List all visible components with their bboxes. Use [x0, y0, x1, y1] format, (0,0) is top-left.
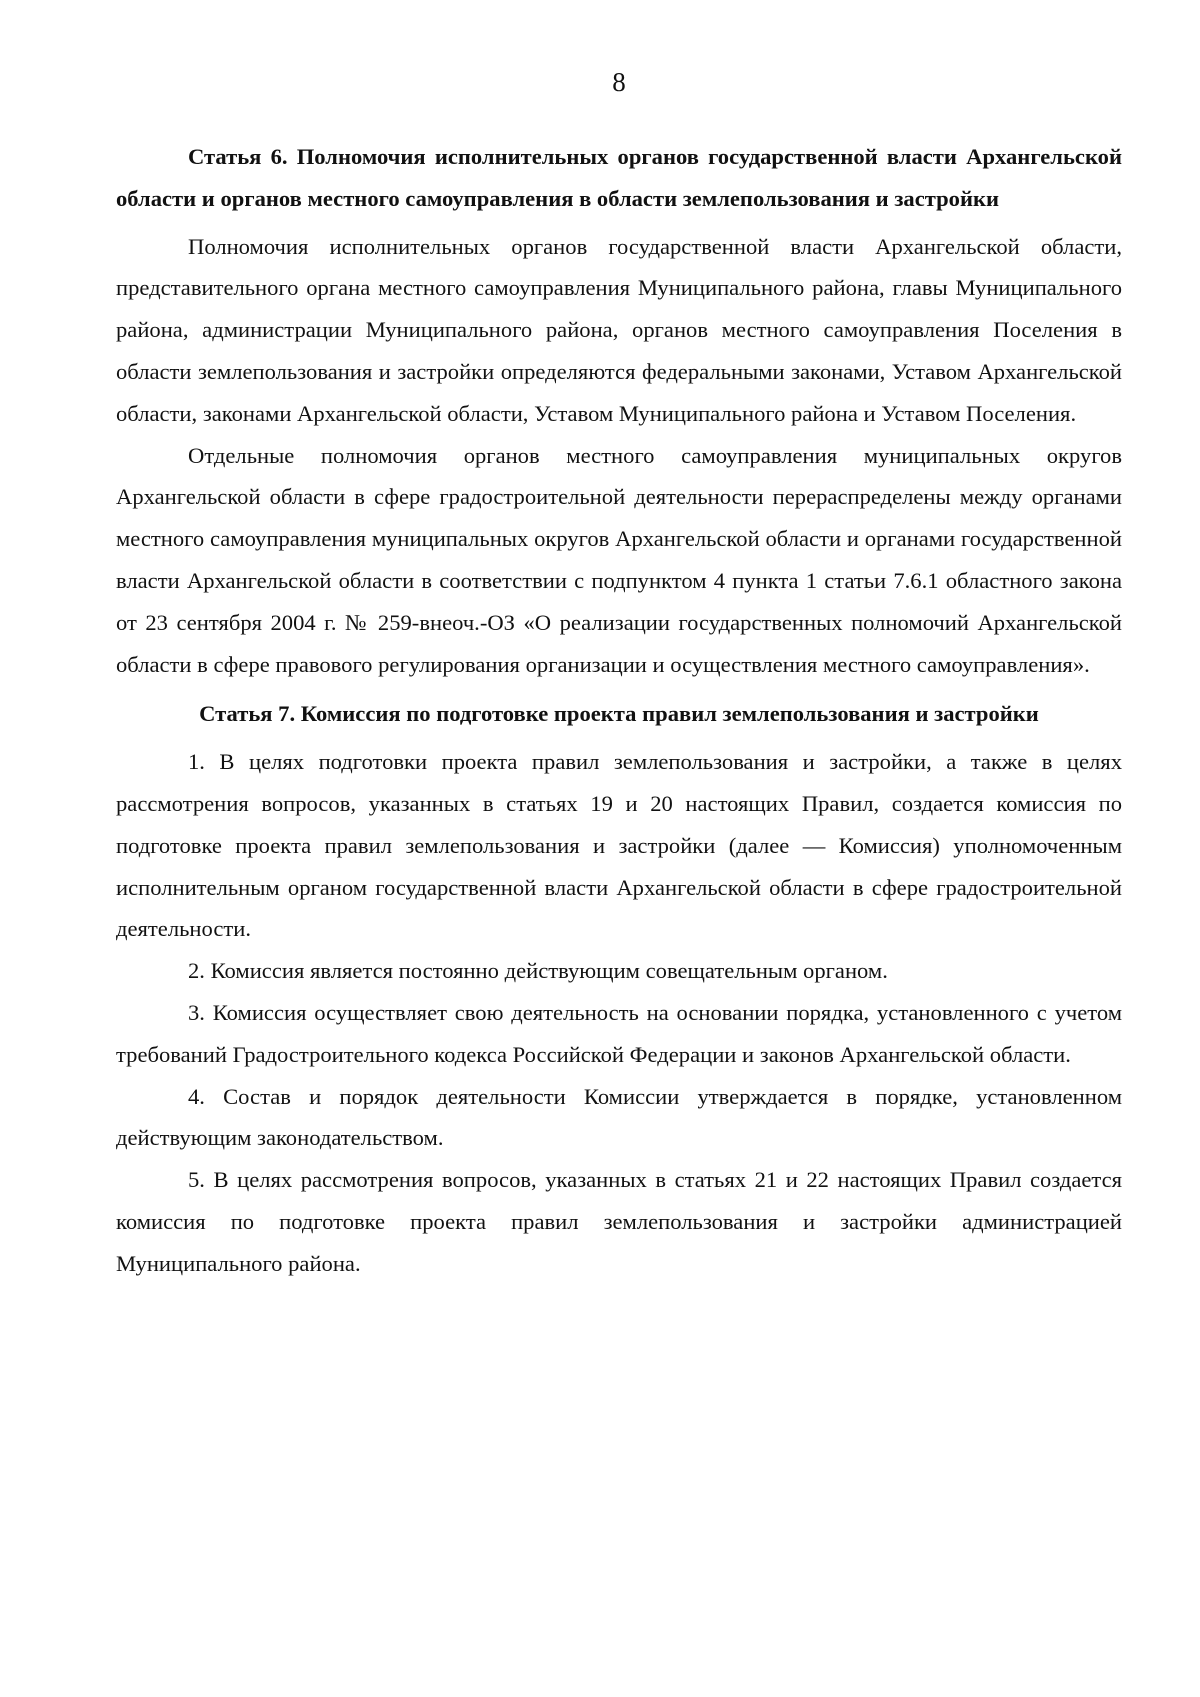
article-7-item-4: 4. Состав и порядок деятельности Комиссии утверждается в порядке, установленном действующим законодательством.: [116, 1083, 1122, 1151]
article-6-paragraph-2: Отдельные полномочия органов местного самоуправления муниципальных округов Архангельской области в сфере градостроительной деятельности перераспределены между органами местного самоуправления муниципальных округов Архангельской области и органами государственной власти Архангельской области в соответствии с подпунктом 4 пункта 1 статьи 7.6.1 областного закона от 23 сентября 2004 г. № 259-внеоч.-ОЗ «О реализации государственных полномочий Архангельской области в сфере правового регулирования организации и осуществления местного самоуправления».: [116, 442, 1122, 677]
article-7-item-5: 5. В целях рассмотрения вопросов, указанных в статьях 21 и 22 настоящих Правил создается комиссия по подготовке проекта правил землепользования и застройки администрацией Муниципального района.: [116, 1167, 1122, 1276]
article-7-heading: Статья 7. Комиссия по подготовке проекта правил землепользования и застройки: [199, 701, 1039, 727]
article-6-paragraph-1: Полномочия исполнительных органов государственной власти Архангельской области, представительного органа местного самоуправления Муниципального района, главы Муниципального района, администрации Муниципального района, органов местного самоуправления Поселения в области землепользования и застройки определяются федеральными законами, Уставом Архангельской области, законами Архангельской области, Уставом Муниципального района и Уставом Поселения.: [116, 233, 1122, 426]
document-body: [116, 136, 1122, 1285]
page-number: 8: [612, 67, 626, 97]
article-7-item-2: 2. Комиссия является постоянно действующим совещательным органом.: [188, 958, 888, 984]
article-7: [116, 693, 1122, 1284]
article-6: [116, 136, 1122, 685]
article-7-item-1: 1. В целях подготовки проекта правил землепользования и застройки, а также в целях рассмотрения вопросов, указанных в статьях 19 и 20 настоящих Правил, создается комиссия по подготовке проекта правил землепользования и застройки (далее — Комиссия) уполномоченным исполнительным органом государственной власти Архангельской области в сфере градостроительной деятельности.: [116, 749, 1122, 942]
article-7-item-3: 3. Комиссия осуществляет свою деятельность на основании порядка, установленного с учетом требований Градостроительного кодекса Российской Федерации и законов Архангельской области.: [116, 999, 1122, 1067]
article-6-heading: Статья 6. Полномочия исполнительных органов государственной власти Архангельской области и органов местного самоуправления в области землепользования и застройки: [116, 144, 1122, 211]
